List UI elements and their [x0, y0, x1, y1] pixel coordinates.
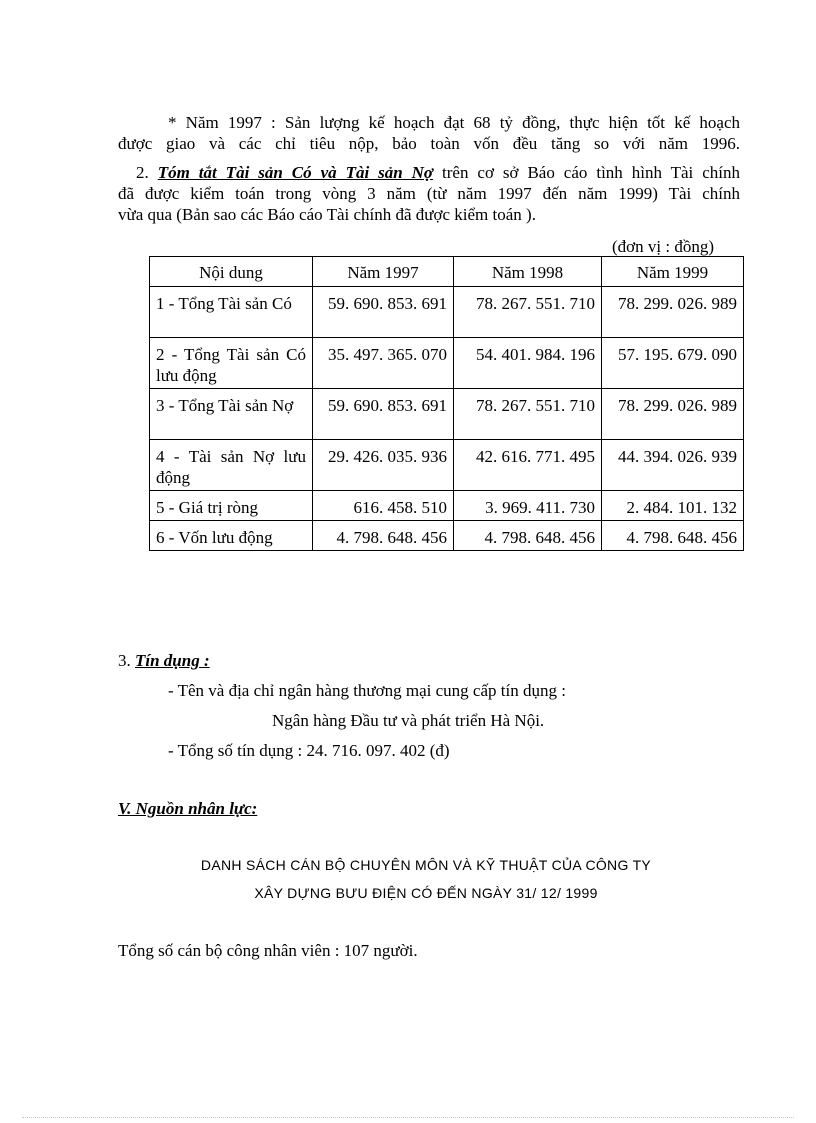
paragraph-line: vừa qua (Bản sao các Báo cáo Tài chính đã được kiểm toán ). [118, 205, 536, 224]
section-2-line1-rest: trên cơ sở Báo cáo tình hình Tài chính [442, 163, 741, 182]
unit-note: (đơn vị : đồng) [612, 237, 715, 256]
section-3-number: 3. [118, 651, 131, 670]
value-1999: 57. 195. 679. 090 [602, 338, 744, 389]
paragraph-line: * Năm 1997 : Sản lượng kế hoạch đạt 68 tỷ đồng, thực hiện tốt kế hoạch [168, 113, 740, 132]
row-label: 2 - Tổng Tài sản Có lưu động [150, 338, 313, 389]
value-1998: 54. 401. 984. 196 [454, 338, 602, 389]
section-3-title: Tín dụng : [135, 651, 210, 670]
section-2-number: 2. [136, 163, 149, 182]
value-1998: 42. 616. 771. 495 [454, 440, 602, 491]
value-1997: 616. 458. 510 [313, 491, 454, 521]
staff-list-title-line2: XÂY DỰNG BƯU ĐIỆN CÓ ĐẾN NGÀY 31/ 12/ 1999 [254, 885, 598, 901]
value-1997: 4. 798. 648. 456 [313, 521, 454, 551]
section-3-heading [118, 650, 210, 671]
section-2-title: Tóm tắt Tài sản Có và Tài sản Nợ [157, 163, 434, 182]
value-1998: 4. 798. 648. 456 [454, 521, 602, 551]
value-1997: 35. 497. 365. 070 [313, 338, 454, 389]
value-1999: 78. 299. 026. 989 [602, 389, 744, 440]
column-header: Nội dung [150, 257, 313, 287]
row-label: 1 - Tổng Tài sản Có [150, 287, 313, 338]
table-row [150, 491, 744, 521]
value-1997: 59. 690. 853. 691 [313, 389, 454, 440]
credit-total-bullet: - Tổng số tín dụng : 24. 716. 097. 402 (đ) [168, 741, 450, 760]
credit-bank-name: Ngân hàng Đầu tư và phát triển Hà Nội. [272, 711, 545, 730]
row-label: 4 - Tài sản Nợ lưu động [150, 440, 313, 491]
value-1998: 78. 267. 551. 710 [454, 389, 602, 440]
column-header: Năm 1998 [454, 257, 602, 287]
value-1997: 59. 690. 853. 691 [313, 287, 454, 338]
value-1999: 44. 394. 026. 939 [602, 440, 744, 491]
staff-total: Tổng số cán bộ công nhân viên : 107 người. [118, 941, 418, 960]
value-1999: 78. 299. 026. 989 [602, 287, 744, 338]
table-row [150, 440, 744, 491]
table-row [150, 521, 744, 551]
value-1998: 78. 267. 551. 710 [454, 287, 602, 338]
value-1999: 2. 484. 101. 132 [602, 491, 744, 521]
financial-summary-table [149, 256, 744, 551]
section-2-intro [118, 162, 740, 225]
credit-bank-bullet: - Tên và địa chỉ ngân hàng thương mại cung cấp tín dụng : [168, 681, 566, 700]
page-bottom-divider [22, 1117, 794, 1118]
column-header: Năm 1999 [602, 257, 744, 287]
table-row [150, 338, 744, 389]
table-row [150, 389, 744, 440]
row-label: 3 - Tổng Tài sản Nợ [150, 389, 313, 440]
paragraph-line: đã được kiểm toán trong vòng 3 năm (từ năm 1997 đến năm 1999) Tài chính [118, 184, 740, 203]
row-label: 5 - Giá trị ròng [150, 491, 313, 521]
section-2-first-line [118, 162, 740, 183]
value-1999: 4. 798. 648. 456 [602, 521, 744, 551]
table-row [150, 287, 744, 338]
section-5-title: V. Nguồn nhân lực: [118, 799, 258, 818]
column-header: Năm 1997 [313, 257, 454, 287]
row-label: 6 - Vốn lưu động [150, 521, 313, 551]
value-1997: 29. 426. 035. 936 [313, 440, 454, 491]
value-1998: 3. 969. 411. 730 [454, 491, 602, 521]
staff-list-title-line1: DANH SÁCH CÁN BỘ CHUYÊN MÔN VÀ KỸ THUẬT CỦA CÔNG TY [200, 857, 652, 873]
paragraph-line: được giao và các chỉ tiêu nộp, bảo toàn vốn đều tăng so với năm 1996. [118, 134, 740, 153]
paragraph-1997-summary [118, 112, 740, 154]
table-header-row [150, 257, 744, 287]
